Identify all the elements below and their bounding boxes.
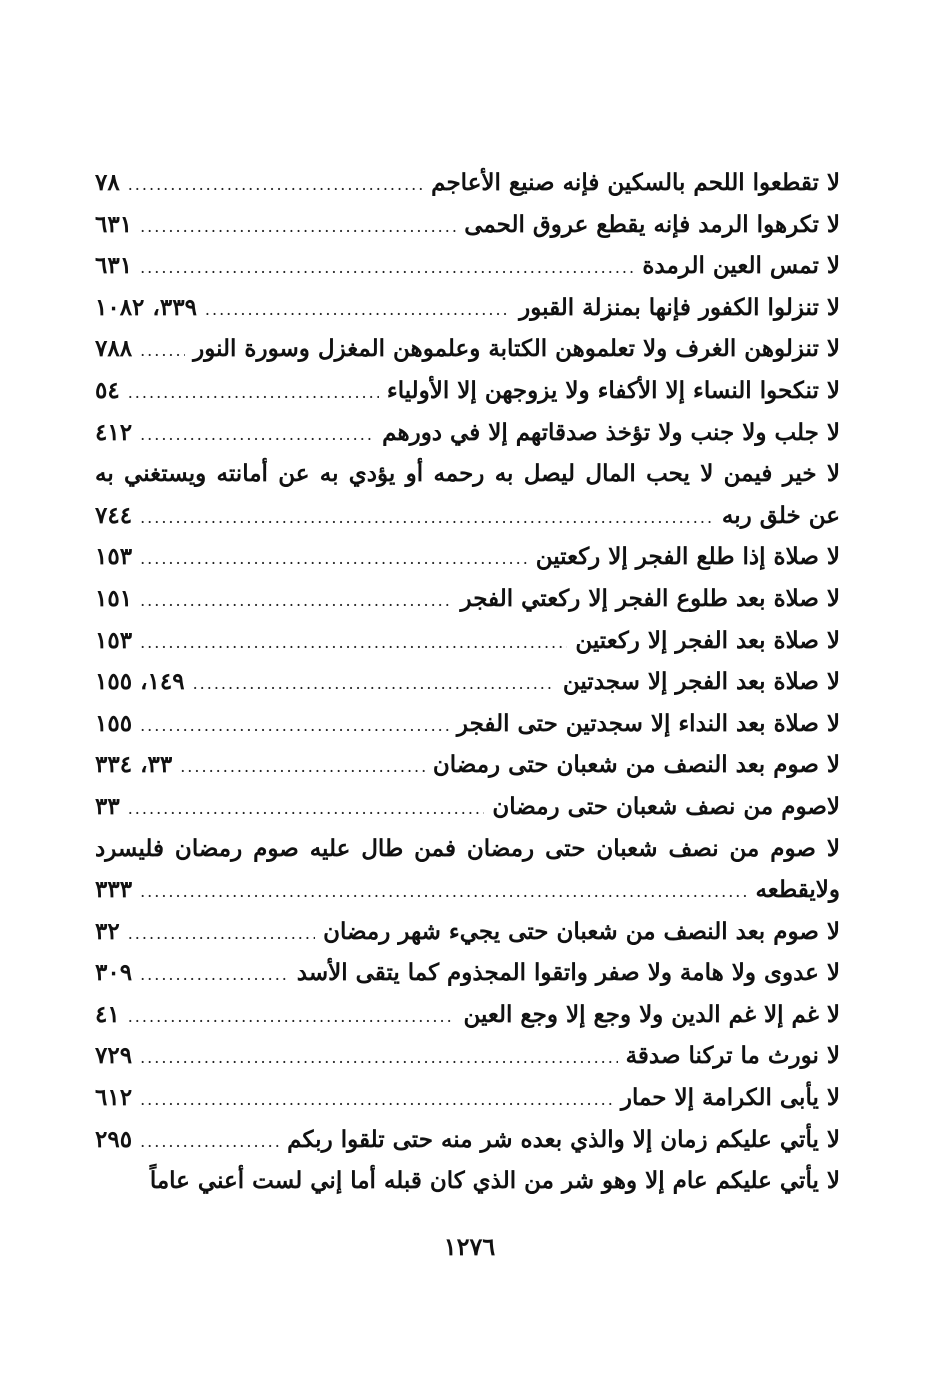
dot-leader <box>140 1037 618 1079</box>
entry-text: لا صلاة بعد الفجر إلا سجدتين <box>562 668 840 696</box>
entry-line <box>95 287 840 329</box>
dot-leader <box>193 663 555 705</box>
entry-text: لا صلاة إذا طلع الفجر إلا ركعتين <box>535 543 840 571</box>
entry-line <box>95 952 840 994</box>
entry-line <box>95 412 840 454</box>
entry-text: عن خلق ربه <box>721 501 840 529</box>
entry-page-ref: ٥٤ <box>95 376 120 404</box>
dot-leader <box>140 871 747 913</box>
entry-page-ref: ١٤٩، ١٥٥ <box>95 668 185 696</box>
dot-leader <box>140 954 289 996</box>
entry-text: لا صلاة بعد طلوع الفجر إلا ركعتي الفجر <box>460 584 840 612</box>
index-entry <box>95 661 840 703</box>
entry-page-ref: ١٥١ <box>95 584 133 612</box>
page-number: ١٢٧٦ <box>443 1232 496 1261</box>
dot-leader <box>180 746 425 788</box>
entry-line <box>95 204 840 246</box>
entry-page-ref: ٣٣٣ <box>95 876 133 904</box>
entry-page-ref: ٧٨٨ <box>95 335 133 363</box>
entry-line <box>95 1119 840 1161</box>
entry-page-ref: ٦١٢ <box>95 1084 133 1112</box>
index-list <box>95 162 840 1202</box>
entry-text: لا تقطعوا اللحم بالسكين فإنه صنيع الأعاجم <box>431 169 840 196</box>
entry-line <box>95 536 840 578</box>
entry-line <box>95 786 840 828</box>
entry-line <box>95 245 840 287</box>
index-entry <box>95 578 840 620</box>
entry-line <box>95 661 840 703</box>
entry-line <box>95 869 840 911</box>
dot-leader <box>128 164 423 206</box>
entry-line <box>95 703 840 745</box>
index-entry <box>95 911 840 953</box>
entry-page-ref: ٦٣١ <box>95 252 133 280</box>
dot-leader <box>140 330 185 372</box>
entry-line <box>95 994 840 1036</box>
entry-text: لا صلاة بعد النداء إلا سجدتين حتى الفجر <box>456 709 840 737</box>
entry-text: لا صلاة بعد الفجر إلا ركعتين <box>575 626 840 654</box>
entry-text: لاصوم من نصف شعبان حتى رمضان <box>492 792 840 820</box>
entry-line <box>95 370 840 412</box>
index-entry <box>95 620 840 662</box>
entry-text: لا تكرهوا الرمد فإنه يقطع عروق الحمى <box>464 210 840 238</box>
entry-line <box>95 744 840 786</box>
entry-text: لا غم إلا غم الدين ولا وجع إلا وجع العين <box>463 1000 840 1028</box>
entry-text: لا عدوى ولا هامة ولا صفر واتقوا المجذوم كما يتقى الأسد <box>296 959 840 987</box>
entry-page-ref: ٧٤٤ <box>95 501 133 529</box>
index-entry <box>95 1160 840 1202</box>
dot-leader <box>128 372 379 414</box>
entry-line <box>95 1035 840 1077</box>
index-entry <box>95 204 840 246</box>
index-entry <box>95 703 840 745</box>
index-entry <box>95 328 840 370</box>
index-entry <box>95 828 840 911</box>
index-entry <box>95 453 840 536</box>
dot-leader <box>140 705 449 747</box>
entry-line <box>95 911 840 953</box>
entry-page-ref: ٢٩٥ <box>95 1125 133 1153</box>
entry-text: لا يأتي عليكم زمان إلا والذي بعده شر منه حتى تلقوا ربكم <box>287 1125 840 1153</box>
entry-text: لا تنزلوا الكفور فإنها بمنزلة القبور <box>519 293 840 321</box>
dot-leader <box>128 788 485 830</box>
entry-text: لا يأبى الكرامة إلا حمار <box>620 1084 840 1112</box>
entry-text: لا تنكحوا النساء إلا الأكفاء ولا يزوجهن إلا الأولياء <box>386 376 840 404</box>
entry-page-ref: ٦٣١ <box>95 210 133 238</box>
entry-text: لا صوم بعد النصف من شعبان حتى رمضان <box>432 751 840 779</box>
entry-page-ref: ٣٣٩، ١٠٨٢ <box>95 293 197 321</box>
entry-page-ref: ٧٢٩ <box>95 1042 133 1070</box>
entry-text-line: لا صوم من نصف شعبان حتى رمضان فمن طال عليه صوم رمضان فليسرد <box>95 834 840 862</box>
index-entry <box>95 1035 840 1077</box>
dot-leader <box>128 913 315 955</box>
index-entry <box>95 994 840 1036</box>
index-entry <box>95 1119 840 1161</box>
index-entry <box>95 952 840 994</box>
index-entry <box>95 744 840 786</box>
entry-text: لا تنزلوهن الغرف ولا تعلموهن الكتابة وعلموهن المغزل وسورة النور <box>193 335 840 363</box>
dot-leader <box>140 1079 613 1121</box>
dot-leader <box>140 538 528 580</box>
dot-leader <box>140 414 374 456</box>
entry-line <box>95 328 840 370</box>
entry-text: لا نورث ما تركنا صدقة <box>625 1042 840 1070</box>
dot-leader <box>140 206 456 248</box>
entry-page-ref: ١٥٥ <box>95 709 133 737</box>
entry-line <box>95 1077 840 1119</box>
entry-line <box>95 620 840 662</box>
entry-page-ref: ٣٣، ٣٣٤ <box>95 751 173 779</box>
entry-line <box>95 578 840 620</box>
entry-text: ولايقطعه <box>755 876 840 904</box>
index-entry <box>95 1077 840 1119</box>
entry-page-ref: ٣٣ <box>95 792 120 820</box>
dot-leader <box>205 289 511 331</box>
entry-page-ref: ٣٠٩ <box>95 959 133 987</box>
entry-line <box>95 495 840 537</box>
index-entry <box>95 287 840 329</box>
index-entry <box>95 370 840 412</box>
entry-text: لا جلب ولا جنب ولا تؤخذ صدقاتهم إلا في دورهم <box>382 418 840 446</box>
dot-leader <box>140 580 452 622</box>
entry-text-line: لا خير فيمن لا يحب المال ليصل به رحمه أو يؤدي به عن أمانته ويستغني به <box>95 460 840 488</box>
index-entry <box>95 162 840 204</box>
entry-page-ref: ٣٢ <box>95 917 120 945</box>
dot-leader <box>140 622 567 664</box>
dot-leader <box>140 497 714 539</box>
index-entry <box>95 245 840 287</box>
entry-page-ref: ١٥٣ <box>95 626 133 654</box>
entry-page-ref: ٤١ <box>95 1000 120 1028</box>
index-entry <box>95 412 840 454</box>
dot-leader <box>140 247 634 289</box>
entry-page-ref: ١٥٣ <box>95 543 133 571</box>
entry-text: لا صوم بعد النصف من شعبان حتى يجيء شهر رمضان <box>323 917 840 945</box>
entry-line <box>95 162 840 204</box>
entry-page-ref: ٤١٢ <box>95 418 133 446</box>
entry-text: لا تمس العين الرمدة <box>642 252 840 280</box>
entry-line <box>95 1160 840 1202</box>
dot-leader <box>140 1121 279 1163</box>
index-entry <box>95 786 840 828</box>
entry-page-ref: ٧٨ <box>95 169 120 196</box>
entry-text: لا يأتي عليكم عام إلا وهو شر من الذي كان قبله أما إني لست أعني عاماً <box>149 1167 840 1195</box>
index-entry <box>95 536 840 578</box>
dot-leader <box>128 996 456 1038</box>
